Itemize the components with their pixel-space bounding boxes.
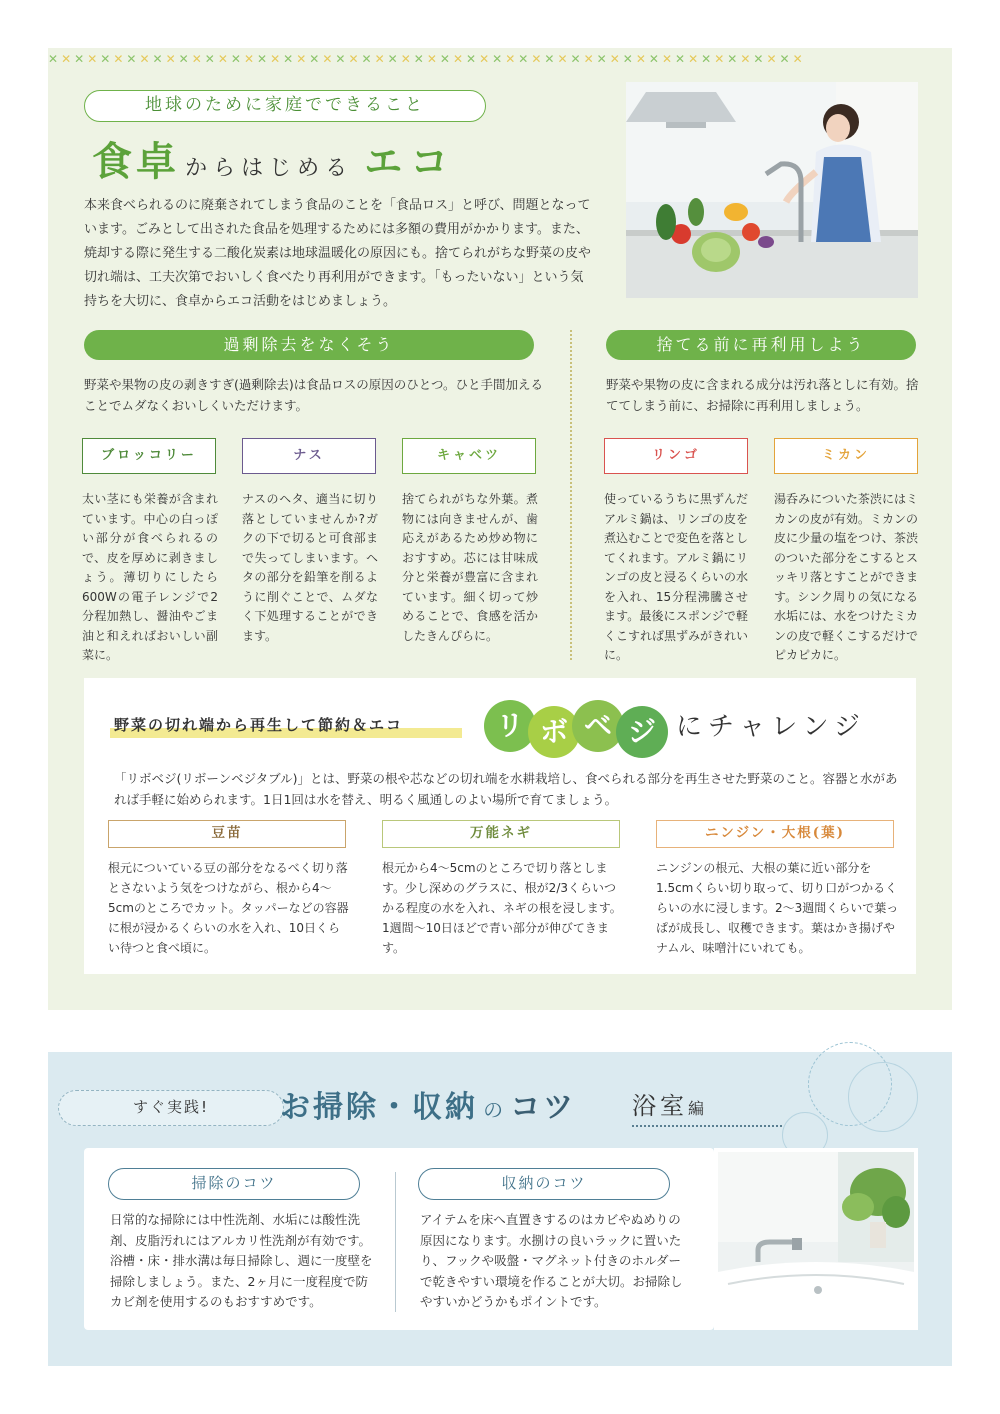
broccoli-text: 太い茎にも栄養が含まれています。中心の白っぽい部分が食べられるので、皮を厚めに剥きましょう。薄切りにしたら600Wの電子レンジで2分程加熱し、醤油やごま油と和えればおいしい副菜に。: [82, 492, 218, 662]
cross-mark: ✕: [661, 52, 675, 66]
cleaning-storage-title: [280, 1082, 576, 1126]
food-eco-section: [48, 48, 952, 1010]
cross-mark: ✕: [48, 52, 62, 66]
cross-mark: ✕: [74, 52, 88, 66]
cross-mark: ✕: [191, 52, 205, 66]
edition-word: 編: [688, 1099, 705, 1118]
cross-mark: ✕: [779, 52, 793, 66]
cleaning-storage-section: [48, 1052, 952, 1366]
decorative-circle: [848, 1062, 918, 1132]
card-mamenae: 豆苗: [108, 820, 346, 848]
cross-mark: ✕: [492, 52, 506, 66]
cross-mark: ✕: [100, 52, 114, 66]
cross-mark: ✕: [648, 52, 662, 66]
ringo-text: 使っているうちに黒ずんだアルミ鍋は、リンゴの皮を煮込むことで変色を落としてくれます。アルミ鍋にリンゴの皮と浸るくらいの水を入れ、15分程沸騰させます。最後にスポンジで軽くこすれば黒ずみがきれいに。: [604, 492, 749, 662]
cross-mark: ✕: [714, 52, 728, 66]
cross-mark: ✕: [400, 52, 414, 66]
title-cleaning-storage: お掃除・収納: [280, 1090, 478, 1125]
storage-tips-heading: 収納のコツ: [418, 1168, 670, 1200]
column-divider: [570, 330, 572, 660]
quick-practice-pill: すぐ実践!: [58, 1090, 284, 1126]
cross-mark: ✕: [727, 52, 741, 66]
cross-mark: ✕: [635, 52, 649, 66]
card-broccoli: ブロッコリー: [82, 438, 216, 474]
title-no: の: [483, 1098, 506, 1122]
overpeel-heading: 過剰除去をなくそう: [84, 330, 534, 360]
tips-box: [84, 1148, 714, 1330]
cross-mark: ✕: [335, 52, 349, 66]
cross-mark: ✕: [570, 52, 584, 66]
intro-text: 本来食べられるのに廃棄されてしまう食品のことを「食品ロス」と呼び、問題となっています。ごみとして出された食品を処理するためには多額の費用がかかります。また、焼却する際に発生する二酸化炭素は地球温暖化の原因にも。捨てられがちな野菜の皮や切れ端は、工夫次第でおいしく食べたり再利用ができます。「もったいない」という気持ちを大切に、食卓からエコ活動をはじめましょう。: [84, 198, 592, 309]
cross-mark: ✕: [466, 52, 480, 66]
mikan-text: 湯呑みについた茶渋にはミカンの皮が有効。ミカンの皮に少量の塩をつけ、茶渋のついた部分をこするとスッキリ落とすことができます。シンク周りの気になる水垢には、水をつけたミカンの皮で軽くこするだけでピカピカに。: [774, 492, 919, 662]
cross-mark: ✕: [439, 52, 453, 66]
cross-pattern-border: [48, 48, 952, 70]
cross-mark: ✕: [609, 52, 623, 66]
ribo-letter-1: リ: [484, 700, 536, 752]
cleaning-tips-heading: 掃除のコツ: [108, 1168, 360, 1200]
cabbage-text: 捨てられがちな外葉。煮物には向きませんが、歯応えがあるため炒め物におすすめ。芯には甘味成分と栄養が豊富に含まれています。細く切って炒めることで、食感を活かしたきんぴらに。: [402, 492, 538, 643]
cross-mark: ✕: [688, 52, 702, 66]
ribo-letter-4: ジ: [616, 706, 668, 758]
reuse-lead: 野菜や果物の皮に含まれる成分は汚れ落としに有効。捨ててしまう前に、お掃除に再利用しましょう。: [606, 377, 919, 413]
cross-mark: ✕: [87, 52, 101, 66]
ribo-letter-2: ボ: [528, 706, 580, 758]
cross-mark: ✕: [348, 52, 362, 66]
ribo-lead-title: 野菜の切れ端から再生して節約＆エコ: [114, 716, 404, 734]
tips-divider: [395, 1172, 396, 1312]
cross-mark: ✕: [505, 52, 519, 66]
cross-mark: ✕: [452, 52, 466, 66]
ribo-description: 「リボベジ(リボーンベジタブル)」とは、野菜の根や芯などの切れ端を水耕栽培し、食べられる部分を再生させた野菜のこと。容器と水があれば手軽に始められます。1日1回は水を替え、明るく風通しのよい場所で育てましょう。: [114, 771, 898, 807]
cross-mark: ✕: [374, 52, 388, 66]
card-mikan: ミカン: [774, 438, 918, 474]
title-part-3: エコ: [364, 139, 457, 184]
ribo-veggie-box: [84, 678, 916, 974]
cross-mark: ✕: [557, 52, 571, 66]
cross-mark: ✕: [217, 52, 231, 66]
cross-mark: ✕: [792, 52, 806, 66]
cross-mark: ✕: [740, 52, 754, 66]
cross-mark: ✕: [531, 52, 545, 66]
bathroom-label: [632, 1086, 782, 1127]
card-cabbage: キャベツ: [402, 438, 536, 474]
title-part-2: からはじめる: [185, 156, 354, 181]
bathroom-photo: [714, 1148, 918, 1330]
cross-mark: ✕: [479, 52, 493, 66]
cross-mark: ✕: [766, 52, 780, 66]
cross-mark: ✕: [204, 52, 218, 66]
cross-mark: ✕: [622, 52, 636, 66]
card-ringo: リンゴ: [604, 438, 748, 474]
ribo-letter-3: ベ: [572, 700, 624, 752]
bathroom-word: 浴室: [632, 1092, 688, 1120]
cross-mark: ✕: [178, 52, 192, 66]
page-title: [92, 130, 456, 190]
cross-mark: ✕: [152, 52, 166, 66]
cross-mark: ✕: [270, 52, 284, 66]
kitchen-photo: [626, 82, 918, 298]
cross-mark: ✕: [309, 52, 323, 66]
cross-mark: ✕: [139, 52, 153, 66]
mamenae-text: 根元についている豆の部分をなるべく切り落とさないよう気をつけながら、根から4〜5cmのところでカット。タッパーなどの容器に根が浸かるくらいの水を入れ、10日くらい待つと食べ頃に。: [108, 861, 349, 955]
nasu-text: ナスのヘタ、適当に切り落としていませんか?ガクの下で切ると可食部まで失ってしまいます。ヘタの部分を鉛筆を削るように削ぐことで、ムダなく下処理することができます。: [242, 492, 378, 643]
cross-mark: ✕: [126, 52, 140, 66]
cross-mark: ✕: [322, 52, 336, 66]
cross-mark: ✕: [675, 52, 689, 66]
cross-mark: ✕: [361, 52, 375, 66]
cross-mark: ✕: [413, 52, 427, 66]
cross-mark: ✕: [283, 52, 297, 66]
storage-tips-text: アイテムを床へ直置きするのはカビやぬめりの原因になります。水捌けの良いラックに置いたり、フックや吸盤・マグネット付きのホルダーで乾きやすい環境を作ることが大切。お掃除しやすいかどうかもポイントです。: [420, 1212, 683, 1309]
reuse-heading: 捨てる前に再利用しよう: [606, 330, 916, 360]
cross-mark: ✕: [701, 52, 715, 66]
overpeel-lead: 野菜や果物の皮の剥きすぎ(過剰除去)は食品ロスの原因のひとつ。ひと手間加えることでムダなくおいしくいただけます。: [84, 377, 544, 413]
ninjin-text: ニンジンの根元、大根の葉に近い部分を1.5cmくらい切り取って、切り口がつかるくらいの水に浸します。2〜3週間くらいで葉っぱが成長し、収穫できます。葉はかき揚げやナムル、味噌汁にいれても。: [656, 861, 899, 955]
subtitle-pill: 地球のために家庭でできること: [84, 90, 486, 122]
title-kotsu: コツ: [510, 1090, 577, 1125]
cross-mark: ✕: [544, 52, 558, 66]
cross-mark: ✕: [61, 52, 75, 66]
cross-mark: ✕: [753, 52, 767, 66]
cross-mark: ✕: [583, 52, 597, 66]
title-part-1: 食卓: [92, 138, 180, 185]
cross-mark: ✕: [230, 52, 244, 66]
cross-mark: ✕: [243, 52, 257, 66]
cross-mark: ✕: [257, 52, 271, 66]
cross-mark: ✕: [296, 52, 310, 66]
card-negi: 万能ネギ: [382, 820, 620, 848]
card-nasu: ナス: [242, 438, 376, 474]
cross-mark: ✕: [596, 52, 610, 66]
cross-mark: ✕: [165, 52, 179, 66]
cross-mark: ✕: [518, 52, 532, 66]
cross-mark: ✕: [113, 52, 127, 66]
cleaning-tips-text: 日常的な掃除には中性洗剤、水垢には酸性洗剤、皮脂汚れにはアルカリ性洗剤が有効です。浴槽・床・排水溝は毎日掃除し、週に一度壁を掃除しましょう。また、2ヶ月に一度程度で防カビ剤を使用するのもおすすめです。: [110, 1212, 373, 1309]
negi-text: 根元から4〜5cmのところで切り落とします。少し深めのグラスに、根が2/3くらいつかる程度の水を入れ、ネギの根を浸します。1週間〜10日ほどで青い部分が伸びてきます。: [382, 861, 622, 955]
card-ninjin: ニンジン・大根(葉): [656, 820, 894, 848]
ribo-challenge-text: にチャレンジ: [676, 712, 866, 742]
cross-mark: ✕: [426, 52, 440, 66]
cross-mark: ✕: [387, 52, 401, 66]
